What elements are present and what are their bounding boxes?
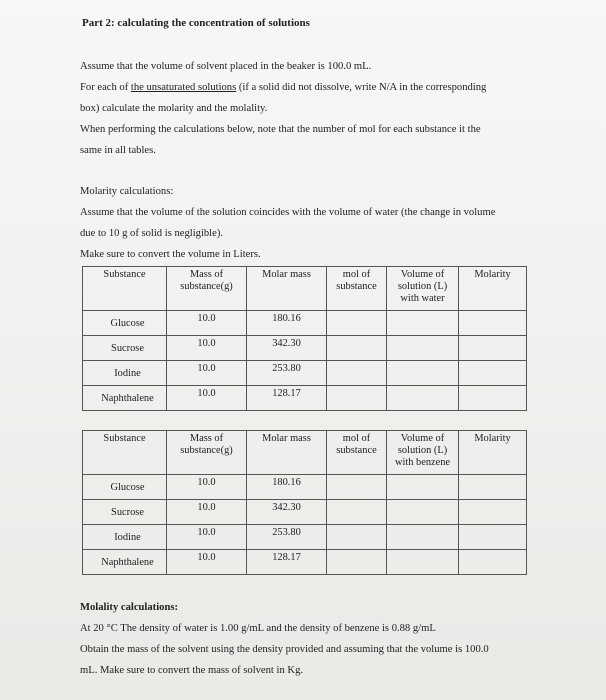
mol-input-cell[interactable]	[327, 361, 387, 386]
volume-input-cell[interactable]	[387, 361, 459, 386]
volume-input-cell[interactable]	[387, 550, 459, 575]
molality-title: Molality calculations:	[80, 602, 178, 613]
molarity-input-cell[interactable]	[459, 361, 527, 386]
table-row	[83, 386, 527, 411]
molar-mass-cell: 180.16	[247, 311, 327, 336]
molar-mass-cell: 128.17	[247, 386, 327, 411]
intro-line-4: When performing the calculations below, note that the number of mol for each substance it the	[80, 124, 481, 135]
mass-cell: 10.0	[167, 500, 247, 525]
substance-cell: Sucrose	[83, 500, 167, 525]
intro-line-2-pre: For each of	[80, 82, 131, 93]
molarity-input-cell[interactable]	[459, 386, 527, 411]
mol-input-cell[interactable]	[327, 311, 387, 336]
mol-input-cell[interactable]	[327, 550, 387, 575]
molarity-input-cell[interactable]	[459, 550, 527, 575]
table-row	[83, 336, 527, 361]
substance-cell: Sucrose	[83, 336, 167, 361]
molar-mass-cell: 128.17	[247, 550, 327, 575]
header-mass: Mass of substance(g)	[167, 267, 247, 311]
molality-instructions	[80, 597, 570, 681]
molarity-title: Molarity calculations:	[80, 186, 174, 197]
mass-cell: 10.0	[167, 361, 247, 386]
header-molar-mass: Molar mass	[247, 267, 327, 311]
header-molar-mass: Molar mass	[247, 431, 327, 475]
mol-input-cell[interactable]	[327, 386, 387, 411]
molarity-table-benzene	[82, 430, 527, 575]
molarity-input-cell[interactable]	[459, 525, 527, 550]
header-volume: Volume of solution (L) with water	[387, 267, 459, 311]
molarity-instructions	[80, 181, 570, 265]
molar-mass-cell: 342.30	[247, 336, 327, 361]
table-row	[83, 311, 527, 336]
intro-line-1: Assume that the volume of solvent placed in the beaker is 100.0 mL.	[80, 61, 372, 72]
table-row	[83, 361, 527, 386]
header-substance: Substance	[83, 267, 167, 311]
molality-line-3: mL. Make sure to convert the mass of solvent in Kg.	[80, 665, 304, 676]
substance-cell: Naphthalene	[83, 550, 167, 575]
molarity-input-cell[interactable]	[459, 311, 527, 336]
intro-line-5: same in all tables.	[80, 145, 156, 156]
volume-input-cell[interactable]	[387, 475, 459, 500]
substance-cell: Iodine	[83, 361, 167, 386]
intro-line-2	[80, 77, 570, 98]
mol-input-cell[interactable]	[327, 500, 387, 525]
intro-paragraph	[80, 56, 570, 161]
substance-cell: Iodine	[83, 525, 167, 550]
header-volume: Volume of solution (L) with benzene	[387, 431, 459, 475]
molar-mass-cell: 342.30	[247, 500, 327, 525]
table-row	[83, 500, 527, 525]
molarity-line-3: Make sure to convert the volume in Liters.	[80, 249, 261, 260]
table-row	[83, 550, 527, 575]
header-substance: Substance	[83, 431, 167, 475]
molality-line-2: Obtain the mass of the solvent using the density provided and assuming that the volume is 100.0	[80, 644, 489, 655]
header-mol: mol of substance	[327, 267, 387, 311]
volume-input-cell[interactable]	[387, 525, 459, 550]
substance-cell: Glucose	[83, 311, 167, 336]
mol-input-cell[interactable]	[327, 475, 387, 500]
header-molarity: Molarity	[459, 267, 527, 311]
intro-line-2-post: (if a solid did not dissolve, write N/A in the corresponding	[236, 82, 487, 93]
molarity-input-cell[interactable]	[459, 475, 527, 500]
mass-cell: 10.0	[167, 525, 247, 550]
mol-input-cell[interactable]	[327, 525, 387, 550]
mass-cell: 10.0	[167, 475, 247, 500]
mass-cell: 10.0	[167, 336, 247, 361]
unsaturated-solutions-underlined: the unsaturated solutions	[130, 82, 237, 93]
header-mass: Mass of substance(g)	[167, 431, 247, 475]
molarity-line-1: Assume that the volume of the solution coincides with the volume of water (the change in volume	[80, 207, 496, 218]
molarity-line-2: due to 10 g of solid is negligible).	[80, 228, 224, 239]
molar-mass-cell: 253.80	[247, 361, 327, 386]
header-molarity: Molarity	[459, 431, 527, 475]
molar-mass-cell: 253.80	[247, 525, 327, 550]
header-mol: mol of substance	[327, 431, 387, 475]
molality-line-1: At 20 °C The density of water is 1.00 g/mL and the density of benzene is 0.88 g/mL	[80, 623, 436, 634]
volume-input-cell[interactable]	[387, 386, 459, 411]
mass-cell: 10.0	[167, 311, 247, 336]
table-row	[83, 475, 527, 500]
substance-cell: Naphthalene	[83, 386, 167, 411]
mass-cell: 10.0	[167, 386, 247, 411]
volume-input-cell[interactable]	[387, 311, 459, 336]
mol-input-cell[interactable]	[327, 336, 387, 361]
table-header-row	[83, 431, 527, 475]
molarity-input-cell[interactable]	[459, 336, 527, 361]
molar-mass-cell: 180.16	[247, 475, 327, 500]
mass-cell: 10.0	[167, 550, 247, 575]
table-row	[83, 525, 527, 550]
molarity-table-water	[82, 266, 527, 411]
section-heading: Part 2: calculating the concentration of solutions	[82, 17, 310, 29]
table-header-row	[83, 267, 527, 311]
volume-input-cell[interactable]	[387, 500, 459, 525]
substance-cell: Glucose	[83, 475, 167, 500]
intro-line-3: box) calculate the molarity and the molality.	[80, 103, 268, 114]
volume-input-cell[interactable]	[387, 336, 459, 361]
molarity-input-cell[interactable]	[459, 500, 527, 525]
